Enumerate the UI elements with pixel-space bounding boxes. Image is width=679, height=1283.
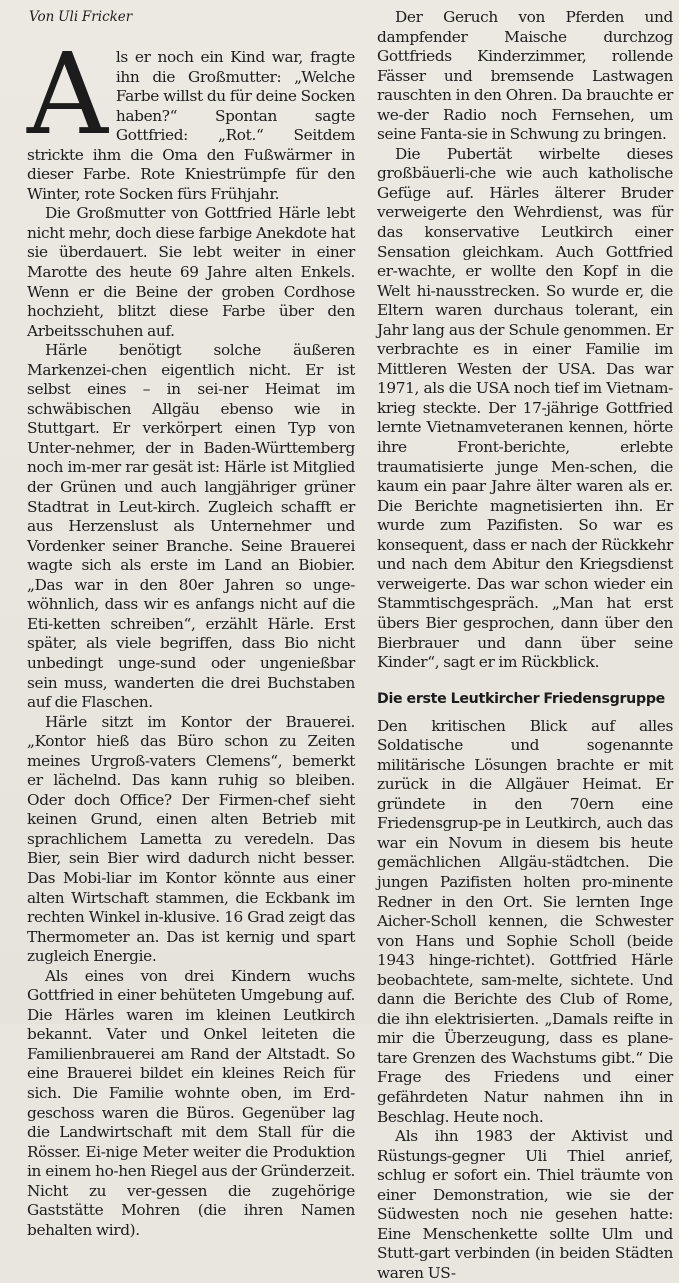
article-paragraph: Den kritischen Blick auf alles Soldatische und sogenannte militärische Lösungen brachte er mit zurück in die Allgäuer Heimat. Er gründete in den 70ern eine Friedensgrup-pe in Leutkirch, auch das war ein Novum in diesem bis heute gemächlichen Allgäu-städtchen. Die jungen Pazifisten holten pro-minente Redner in den Ort. Sie lernten Inge Aicher-Scholl kennen, die Schwester von Hans und Sophie Scholl (beide 1943 hinge-richtet). Gottfried Härle beobachtete, sam-melte, sichtete. Und dann die Berichte des Club of Rome, die ihn elektrisierten. „Damals reifte in mir die Überzeugung, dass es plane-tare Grenzen des Wachstums gibt.“ Die Frage des Friedens und einer gefährdeten Natur nahmen ihn in Beschlag. Heute noch. [377, 716, 673, 1126]
byline: Von Uli Fricker [29, 9, 133, 25]
article-paragraph: Die Großmutter von Gottfried Härle lebt nicht mehr, doch diese farbige Anekdote hat sie überdauert. Sie lebt weiter in einer Marotte des heute 69 Jahre alten Enkels. Wenn er die Beine der groben Cordhose hochzieht, blitzt diese Farbe über den Arbeitsschuhen auf. [27, 204, 355, 340]
subheading: Die erste Leutkircher Friedensgruppe [377, 690, 665, 707]
article-paragraph: Die Pubertät wirbelte dieses großbäuerli-che wie auch katholische Gefüge auf. Härles älterer Bruder verweigerte den Wehrdienst, was für das konservative Leutkirch einer Sensation gleichkam. Auch Gottfried er-wachte, er wollte den Kopf in die Welt hi-nausstrecken. So wurde er, die Eltern waren durchaus tolerant, ein Jahr lang aus der Schule genommen. Er verbrachte es in einer Familie im Mittleren Westen der USA. Das war 1971, als die USA noch tief im Vietnam-krieg steckte. Der 17-jährige Gottfried lernte Vietnamveteranen kennen, hörte ihre Front-berichte, erlebte traumatisierte junge Men-schen, die kaum ein paar Jahre älter waren als er. Die Berichte magnetisierten ihn. Er wurde zum Pazifisten. So war es konsequent, dass er nach der Rückkehr und nach dem Abitur den Kriegsdienst verweigerte. Das war schon wieder ein Stammtischgespräch. „Man hat erst übers Bier gesprochen, dann über den Bierbrauer und dann über seine Kinder“, sagt er im Rückblick. [377, 144, 673, 672]
article-paragraph: Als ihn 1983 der Aktivist und Rüstungs-gegner Uli Thiel anrief, schlug er sofort ein. Thiel träumte von einer Demonstration, wie sie der Südwesten noch nie gesehen hatte: Eine Menschenkette sollte Ulm und Stutt-gart verbinden (in beiden Städten waren US- [377, 1127, 673, 1282]
article-paragraph: Der Geruch von Pferden und dampfender Maische durchzog Gottfrieds Kinderzimmer, rollende Fässer und bremsende Lastwagen rauschten in den Ohren. Da brauchte er we-der Radio noch Fernsehen, um seine Fanta-sie in Schwung zu bringen. [377, 8, 673, 144]
article-paragraph: Als eines von drei Kindern wuchs Gottfried in einer behüteten Umgebung auf. Die Härles waren im kleinen Leutkirch bekannt. Vater und Onkel leiteten die Familienbrauerei am Rand der Altstadt. So eine Brauerei bildet ein kleines Reich für sich. Die Familie wohnte oben, im Erd-geschoss waren die Büros. Gegenüber lag die Landwirtschaft mit dem Stall für die Rösser. Ei-nige Meter weiter die Produktion in einem ho-hen Riegel aus der Gründerzeit. Nicht zu ver-gessen die zugehörige Gaststätte Mohren (die ihren Namen behalten wird). [27, 966, 355, 1239]
drop-cap: A [27, 30, 108, 160]
article-column-right [377, 8, 673, 1282]
article-paragraph: Härle benötigt solche äußeren Markenzei-chen eigentlich nicht. Er ist selbst eines – in sei-ner Heimat im schwäbischen Allgäu ebenso wie in Stuttgart. Er verkörpert einen Typ von Unter-nehmer, der in Baden-Württemberg noch im-mer rar gesät ist: Härle ist Mitglied der Grünen und auch langjähriger grüner Stadtrat in Leut-kirch. Zugleich schafft er aus Herzenslust als Unternehmer und Vordenker seiner Branche. Seine Brauerei wagte sich als erste im Land an Biobier. „Das war in den 80er Jahren so unge-wöhnlich, dass wir es anfangs nicht auf die Eti-ketten schreiben“, erzählt Härle. Erst später, als viele begriffen, dass Bio nicht unbedingt unge-sund oder ungenießbar sein muss, wanderten die drei Buchstaben auf die Flaschen. [27, 341, 355, 712]
article-paragraph-intro [27, 30, 355, 204]
article-column-left [27, 8, 355, 1239]
intro-text: ls er noch ein Kind war, fragte ihn die Großmutter: „Welche Farbe willst du für deine Socken haben?“ Spontan sagte Gottfried: „Rot.“ Seitdem strickte ihm die Oma den Fußwärmer in dieser Farbe. Rote Kniestrümpfe für den Winter, rote Socken fürs Frühjahr. [27, 48, 355, 203]
article-paragraph: Härle sitzt im Kontor der Brauerei. „Kontor hieß das Büro schon zu Zeiten meines Urgroß-vaters Clemens“, bemerkt er lächelnd. Das kann ruhig so bleiben. Oder doch Office? Der Firmen-chef sieht keinen Grund, einen alten Betrieb mit sprachlichem Lametta zu veredeln. Das Bier, sein Bier wird dadurch nicht besser. Das Mobi-liar im Kontor könnte aus einer alten Wirtschaft stammen, die Eckbank im rechten Winkel in-klusive. 16 Grad zeigt das Thermometer an. Das ist kernig und spart zugleich Energie. [27, 712, 355, 966]
